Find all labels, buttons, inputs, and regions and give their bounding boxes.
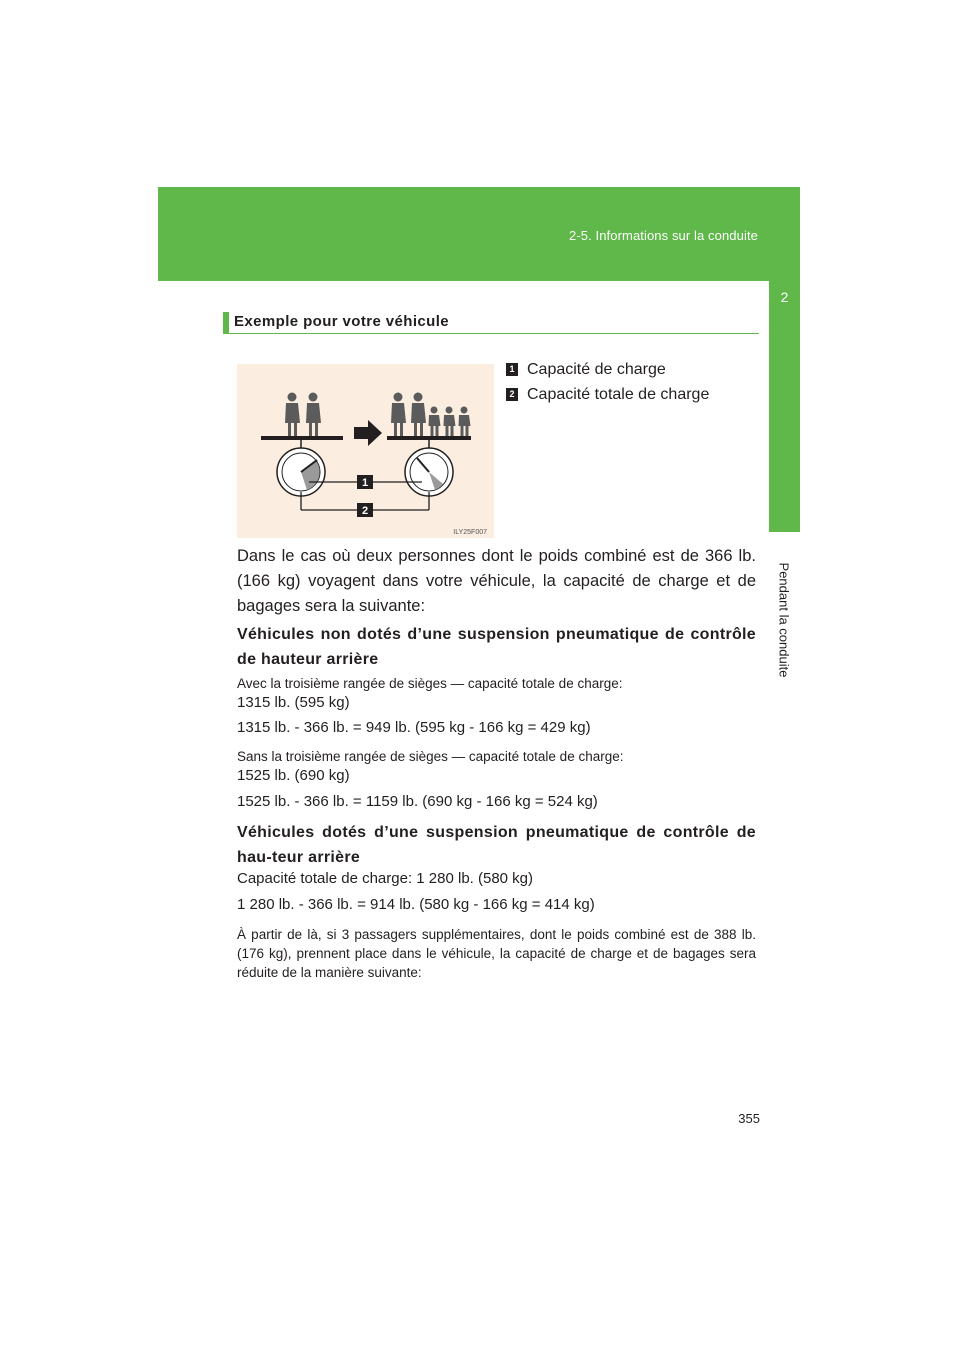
gauge-after <box>405 440 453 496</box>
passengers-before-icon <box>285 393 321 441</box>
intro-paragraph: Dans le cas où deux personnes dont le poids combiné est de 366 lb. (166 kg) voyagent dans votre véhicule, la capacité de charge et de bagages sera la suivante: <box>237 547 756 615</box>
third-row-value: 1315 lb. (595 kg) <box>237 694 350 711</box>
third-row-calculation: 1315 lb. - 366 lb. = 949 lb. (595 kg - 166 kg = 429 kg) <box>237 719 591 736</box>
air-suspension-calculation: 1 280 lb. - 366 lb. = 914 lb. (580 kg - 166 kg = 414 kg) <box>237 896 595 913</box>
legend-label-1: Capacité de charge <box>527 361 666 378</box>
chapter-label: Pendant la conduite <box>776 562 792 678</box>
legend-badge-1: 1 <box>506 363 518 376</box>
chapter-number: 2 <box>780 289 789 305</box>
air-suspension-total-capacity: Capacité totale de charge: 1 280 lb. (580 kg) <box>237 870 534 887</box>
section-header-title: 2-5. Informations sur la conduite <box>568 228 758 243</box>
platform-after <box>387 436 471 440</box>
subheading-without-air-suspension: Véhicules non dotés d’une suspension pneumatique de contrôle de hauteur arrière <box>237 626 756 668</box>
legend-label-2: Capacité totale de charge <box>527 386 710 403</box>
load-capacity-diagram <box>237 364 494 538</box>
closing-paragraph: À partir de là, si 3 passagers supplémentaires, dont le poids combiné est de 388 lb. (176 kg), prennent place dans le véhicule, la capacité de charge et de bagages sera réduite de la manière suivante: <box>237 927 756 980</box>
gauge-before <box>277 440 325 496</box>
figure-code: ILY25F007 <box>453 529 487 536</box>
no-third-row-value: 1525 lb. (690 kg) <box>237 767 350 784</box>
subheading-with-air-suspension: Véhicules dotés d’une suspension pneumatique de contrôle de hau-teur arrière <box>237 824 756 866</box>
legend-item-load-capacity <box>506 361 666 379</box>
no-third-row-calculation: 1525 lb. - 366 lb. = 1159 lb. (690 kg - 166 kg = 524 kg) <box>237 793 598 810</box>
legend-badge-2: 2 <box>506 388 518 401</box>
legend-item-total-load-capacity <box>506 386 709 404</box>
section-heading <box>223 312 759 334</box>
figure-badge-2-text: 2 <box>361 505 369 517</box>
no-third-row-label: Sans la troisième rangée de sièges — capacité totale de charge: <box>237 749 624 764</box>
section-heading-bar <box>223 312 229 334</box>
header-band <box>158 187 800 281</box>
section-heading-title: Exemple pour votre véhicule <box>234 313 450 330</box>
platform-before <box>261 436 343 440</box>
figure-badge-1-text: 1 <box>361 477 369 489</box>
third-row-label: Avec la troisième rangée de sièges — capacité totale de charge: <box>237 676 623 691</box>
passengers-after-icon <box>391 393 471 441</box>
load-capacity-illustration <box>237 364 494 538</box>
arrow-right-icon <box>354 420 382 446</box>
chapter-tab <box>769 281 800 532</box>
page-number: 355 <box>738 1111 760 1126</box>
